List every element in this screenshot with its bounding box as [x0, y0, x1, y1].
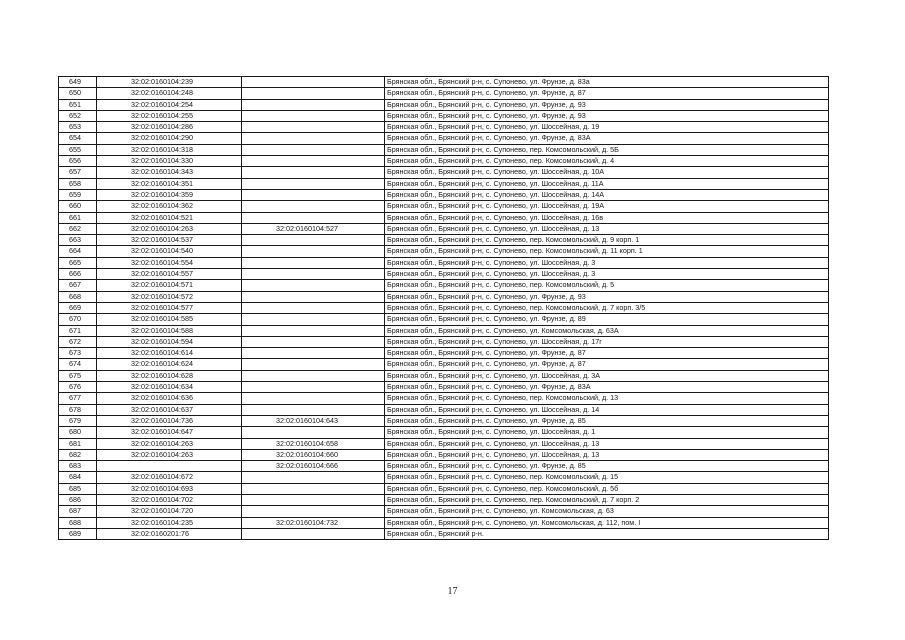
linked-cadastral-number	[242, 110, 385, 121]
address: Брянская обл., Брянский р-н, с. Супонево, пер. Комсомольский, д. 13	[385, 393, 829, 404]
row-number: 674	[59, 359, 97, 370]
address: Брянская обл., Брянский р-н, с. Супонево, ул. Шоссейная, д. 19А	[385, 201, 829, 212]
cadastral-number: 32:02:0160104:636	[97, 393, 242, 404]
row-number: 662	[59, 223, 97, 234]
address: Брянская обл., Брянский р-н, с. Супонево, ул. Фрунзе, д. 89	[385, 314, 829, 325]
linked-cadastral-number	[242, 156, 385, 167]
address: Брянская обл., Брянский р-н, с. Супонево, ул. Фрунзе, д. 83А	[385, 133, 829, 144]
cadastral-number: 32:02:0160104:736	[97, 415, 242, 426]
linked-cadastral-number	[242, 348, 385, 359]
address: Брянская обл., Брянский р-н, с. Супонево, ул. Фрунзе, д. 83а	[385, 77, 829, 88]
address: Брянская обл., Брянский р-н, с. Супонево, ул. Фрунзе, д. 93	[385, 291, 829, 302]
linked-cadastral-number	[242, 382, 385, 393]
cadastral-number: 32:02:0160104:614	[97, 348, 242, 359]
table-row	[59, 167, 829, 178]
table-row	[59, 133, 829, 144]
row-number: 650	[59, 88, 97, 99]
address: Брянская обл., Брянский р-н, с. Супонево, ул. Фрунзе, д. 85	[385, 415, 829, 426]
address: Брянская обл., Брянский р-н, с. Супонево, ул. Шоссейная, д. 14А	[385, 189, 829, 200]
row-number: 672	[59, 336, 97, 347]
cadastral-number: 32:02:0160104:557	[97, 269, 242, 280]
linked-cadastral-number	[242, 257, 385, 268]
cadastral-number: 32:02:0160104:540	[97, 246, 242, 257]
linked-cadastral-number	[242, 133, 385, 144]
address: Брянская обл., Брянский р-н, с. Супонево, ул. Фрунзе, д. 87	[385, 359, 829, 370]
address: Брянская обл., Брянский р-н, с. Супонево, ул. Шоссейная, д. 11А	[385, 178, 829, 189]
row-number: 678	[59, 404, 97, 415]
table-row	[59, 110, 829, 121]
linked-cadastral-number	[242, 359, 385, 370]
table-row	[59, 223, 829, 234]
row-number: 688	[59, 517, 97, 528]
row-number: 679	[59, 415, 97, 426]
linked-cadastral-number	[242, 269, 385, 280]
linked-cadastral-number	[242, 370, 385, 381]
linked-cadastral-number	[242, 427, 385, 438]
cadastral-number: 32:02:0160104:702	[97, 494, 242, 505]
row-number: 683	[59, 461, 97, 472]
cadastral-number: 32:02:0160104:554	[97, 257, 242, 268]
row-number: 649	[59, 77, 97, 88]
linked-cadastral-number: 32:02:0160104:658	[242, 438, 385, 449]
row-number: 653	[59, 122, 97, 133]
address: Брянская обл., Брянский р-н, с. Супонево, пер. Комсомольский, д. 11 корп. 1	[385, 246, 829, 257]
row-number: 652	[59, 110, 97, 121]
address: Брянская обл., Брянский р-н, с. Супонево, ул. Шоссейная, д. 19	[385, 122, 829, 133]
row-number: 682	[59, 449, 97, 460]
cadastral-number: 32:02:0160104:290	[97, 133, 242, 144]
cadastral-number: 32:02:0160104:588	[97, 325, 242, 336]
address: Брянская обл., Брянский р-н, с. Супонево, пер. Комсомольский, д. 5	[385, 280, 829, 291]
linked-cadastral-number	[242, 178, 385, 189]
linked-cadastral-number	[242, 280, 385, 291]
cadastral-number: 32:02:0160104:693	[97, 483, 242, 494]
address: Брянская обл., Брянский р-н, с. Супонево, пер. Комсомольский, д. 4	[385, 156, 829, 167]
row-number: 685	[59, 483, 97, 494]
linked-cadastral-number: 32:02:0160104:527	[242, 223, 385, 234]
row-number: 668	[59, 291, 97, 302]
address: Брянская обл., Брянский р-н, с. Супонево, ул. Фрунзе, д. 93	[385, 99, 829, 110]
address: Брянская обл., Брянский р-н, с. Супонево, пер. Комсомольский, д. 5б	[385, 483, 829, 494]
address: Брянская обл., Брянский р-н, с. Супонево, ул. Шоссейная, д. 3А	[385, 370, 829, 381]
cadastral-number: 32:02:0160104:255	[97, 110, 242, 121]
cadastral-number: 32:02:0160104:239	[97, 77, 242, 88]
row-number: 675	[59, 370, 97, 381]
address: Брянская обл., Брянский р-н, с. Супонево, ул. Комсомольская, д. 63	[385, 506, 829, 517]
row-number: 670	[59, 314, 97, 325]
table-row	[59, 325, 829, 336]
linked-cadastral-number	[242, 325, 385, 336]
cadastral-number: 32:02:0160104:286	[97, 122, 242, 133]
table-body	[59, 77, 829, 540]
table-row	[59, 77, 829, 88]
address: Брянская обл., Брянский р-н, с. Супонево, ул. Шоссейная, д. 13	[385, 438, 829, 449]
table-row	[59, 506, 829, 517]
cadastral-number: 32:02:0160104:263	[97, 438, 242, 449]
linked-cadastral-number	[242, 77, 385, 88]
row-number: 687	[59, 506, 97, 517]
row-number: 671	[59, 325, 97, 336]
table-row	[59, 314, 829, 325]
row-number: 651	[59, 99, 97, 110]
cadastral-number: 32:02:0160104:634	[97, 382, 242, 393]
address: Брянская обл., Брянский р-н, с. Супонево, ул. Шоссейная, д. 17г	[385, 336, 829, 347]
cadastral-number: 32:02:0160104:235	[97, 517, 242, 528]
row-number: 667	[59, 280, 97, 291]
linked-cadastral-number	[242, 483, 385, 494]
row-number: 686	[59, 494, 97, 505]
address: Брянская обл., Брянский р-н, с. Супонево, ул. Шоссейная, д. 1	[385, 427, 829, 438]
linked-cadastral-number	[242, 201, 385, 212]
table-row	[59, 438, 829, 449]
table-row	[59, 302, 829, 313]
cadastral-number: 32:02:0160104:521	[97, 212, 242, 223]
row-number: 663	[59, 235, 97, 246]
table-row	[59, 291, 829, 302]
row-number: 680	[59, 427, 97, 438]
address: Брянская обл., Брянский р-н, с. Супонево, ул. Шоссейная, д. 3	[385, 269, 829, 280]
row-number: 669	[59, 302, 97, 313]
address: Брянская обл., Брянский р-н, с. Супонево, ул. Шоссейная, д. 13	[385, 223, 829, 234]
cadastral-number: 32:02:0160104:572	[97, 291, 242, 302]
linked-cadastral-number: 32:02:0160104:660	[242, 449, 385, 460]
table-row	[59, 415, 829, 426]
row-number: 660	[59, 201, 97, 212]
cadastral-number: 32:02:0160104:351	[97, 178, 242, 189]
address: Брянская обл., Брянский р-н, с. Супонево, ул. Фрунзе, д. 87	[385, 348, 829, 359]
address: Брянская обл., Брянский р-н, с. Супонево, ул. Комсомольская, д. 63А	[385, 325, 829, 336]
cadastral-number: 32:02:0160104:263	[97, 223, 242, 234]
linked-cadastral-number	[242, 393, 385, 404]
row-number: 654	[59, 133, 97, 144]
cadastral-number: 32:02:0160104:263	[97, 449, 242, 460]
table-row	[59, 178, 829, 189]
table-row	[59, 201, 829, 212]
table-row	[59, 370, 829, 381]
linked-cadastral-number	[242, 494, 385, 505]
cadastral-number: 32:02:0160104:254	[97, 99, 242, 110]
table-row	[59, 235, 829, 246]
row-number: 681	[59, 438, 97, 449]
address: Брянская обл., Брянский р-н, с. Супонево, ул. Фрунзе, д. 85	[385, 461, 829, 472]
cadastral-number: 32:02:0160104:362	[97, 201, 242, 212]
cadastral-number: 32:02:0160104:628	[97, 370, 242, 381]
row-number: 673	[59, 348, 97, 359]
linked-cadastral-number	[242, 506, 385, 517]
cadastral-number: 32:02:0160104:585	[97, 314, 242, 325]
row-number: 656	[59, 156, 97, 167]
table-row	[59, 461, 829, 472]
address: Брянская обл., Брянский р-н, с. Супонево, ул. Шоссейная, д. 3	[385, 257, 829, 268]
table-row	[59, 88, 829, 99]
linked-cadastral-number: 32:02:0160104:732	[242, 517, 385, 528]
row-number: 676	[59, 382, 97, 393]
linked-cadastral-number	[242, 528, 385, 539]
cadastral-number: 32:02:0160104:577	[97, 302, 242, 313]
address: Брянская обл., Брянский р-н, с. Супонево, ул. Фрунзе, д. 87	[385, 88, 829, 99]
table-row	[59, 348, 829, 359]
table-row	[59, 483, 829, 494]
table-row	[59, 269, 829, 280]
table-row	[59, 494, 829, 505]
address: Брянская обл., Брянский р-н, с. Супонево, пер. Комсомольский, д. 7 корп. 3/5	[385, 302, 829, 313]
row-number: 664	[59, 246, 97, 257]
linked-cadastral-number	[242, 302, 385, 313]
address: Брянская обл., Брянский р-н, с. Супонево, пер. Комсомольский, д. 15	[385, 472, 829, 483]
address: Брянская обл., Брянский р-н, с. Супонево, ул. Комсомольская, д. 112, пом. I	[385, 517, 829, 528]
row-number: 655	[59, 144, 97, 155]
table-row	[59, 212, 829, 223]
cadastral-table	[58, 76, 829, 540]
address: Брянская обл., Брянский р-н, с. Супонево, ул. Фрунзе, д. 93	[385, 110, 829, 121]
address: Брянская обл., Брянский р-н.	[385, 528, 829, 539]
table-row	[59, 393, 829, 404]
table-row	[59, 359, 829, 370]
linked-cadastral-number	[242, 235, 385, 246]
row-number: 666	[59, 269, 97, 280]
address: Брянская обл., Брянский р-н, с. Супонево, ул. Шоссейная, д. 13	[385, 449, 829, 460]
table-row	[59, 382, 829, 393]
cadastral-number: 32:02:0160104:248	[97, 88, 242, 99]
cadastral-number: 32:02:0160104:537	[97, 235, 242, 246]
linked-cadastral-number	[242, 99, 385, 110]
linked-cadastral-number	[242, 212, 385, 223]
row-number: 661	[59, 212, 97, 223]
address: Брянская обл., Брянский р-н, с. Супонево, пер. Комсомольский, д. 9 корп. 1	[385, 235, 829, 246]
table-row	[59, 257, 829, 268]
table-row	[59, 528, 829, 539]
page-number: 17	[447, 586, 458, 597]
linked-cadastral-number	[242, 336, 385, 347]
address: Брянская обл., Брянский р-н, с. Супонево, ул. Шоссейная, д. 14	[385, 404, 829, 415]
linked-cadastral-number	[242, 472, 385, 483]
cadastral-number: 32:02:0160104:647	[97, 427, 242, 438]
linked-cadastral-number	[242, 167, 385, 178]
row-number: 659	[59, 189, 97, 200]
cadastral-number: 32:02:0160104:343	[97, 167, 242, 178]
address: Брянская обл., Брянский р-н, с. Супонево, пер. Комсомольский, д. 7 корп. 2	[385, 494, 829, 505]
linked-cadastral-number	[242, 189, 385, 200]
row-number: 689	[59, 528, 97, 539]
row-number: 684	[59, 472, 97, 483]
table-row	[59, 99, 829, 110]
row-number: 677	[59, 393, 97, 404]
table-row	[59, 189, 829, 200]
cadastral-number: 32:02:0160104:318	[97, 144, 242, 155]
cadastral-number: 32:02:0160104:720	[97, 506, 242, 517]
linked-cadastral-number	[242, 122, 385, 133]
table-row	[59, 122, 829, 133]
table-row	[59, 472, 829, 483]
linked-cadastral-number: 32:02:0160104:666	[242, 461, 385, 472]
table-row	[59, 336, 829, 347]
row-number: 658	[59, 178, 97, 189]
table-row	[59, 517, 829, 528]
cadastral-number	[97, 461, 242, 472]
row-number: 665	[59, 257, 97, 268]
address: Брянская обл., Брянский р-н, с. Супонево, ул. Шоссейная, д. 16в	[385, 212, 829, 223]
table-row	[59, 156, 829, 167]
cadastral-number: 32:02:0160104:359	[97, 189, 242, 200]
table-row	[59, 404, 829, 415]
table-row	[59, 427, 829, 438]
cadastral-number: 32:02:0160104:672	[97, 472, 242, 483]
table-row	[59, 280, 829, 291]
row-number: 657	[59, 167, 97, 178]
address: Брянская обл., Брянский р-н, с. Супонево, ул. Шоссейная, д. 10А	[385, 167, 829, 178]
cadastral-number: 32:02:0160104:594	[97, 336, 242, 347]
table-row	[59, 449, 829, 460]
cadastral-number: 32:02:0160104:637	[97, 404, 242, 415]
linked-cadastral-number	[242, 291, 385, 302]
address: Брянская обл., Брянский р-н, с. Супонево, ул. Фрунзе, д. 83А	[385, 382, 829, 393]
linked-cadastral-number	[242, 144, 385, 155]
linked-cadastral-number	[242, 246, 385, 257]
linked-cadastral-number	[242, 314, 385, 325]
linked-cadastral-number	[242, 88, 385, 99]
cadastral-number: 32:02:0160201:76	[97, 528, 242, 539]
linked-cadastral-number	[242, 404, 385, 415]
table-row	[59, 246, 829, 257]
cadastral-number: 32:02:0160104:330	[97, 156, 242, 167]
cadastral-number: 32:02:0160104:571	[97, 280, 242, 291]
table-row	[59, 144, 829, 155]
address: Брянская обл., Брянский р-н, с. Супонево, пер. Комсомольский, д. 5Б	[385, 144, 829, 155]
cadastral-number: 32:02:0160104:624	[97, 359, 242, 370]
linked-cadastral-number: 32:02:0160104:643	[242, 415, 385, 426]
